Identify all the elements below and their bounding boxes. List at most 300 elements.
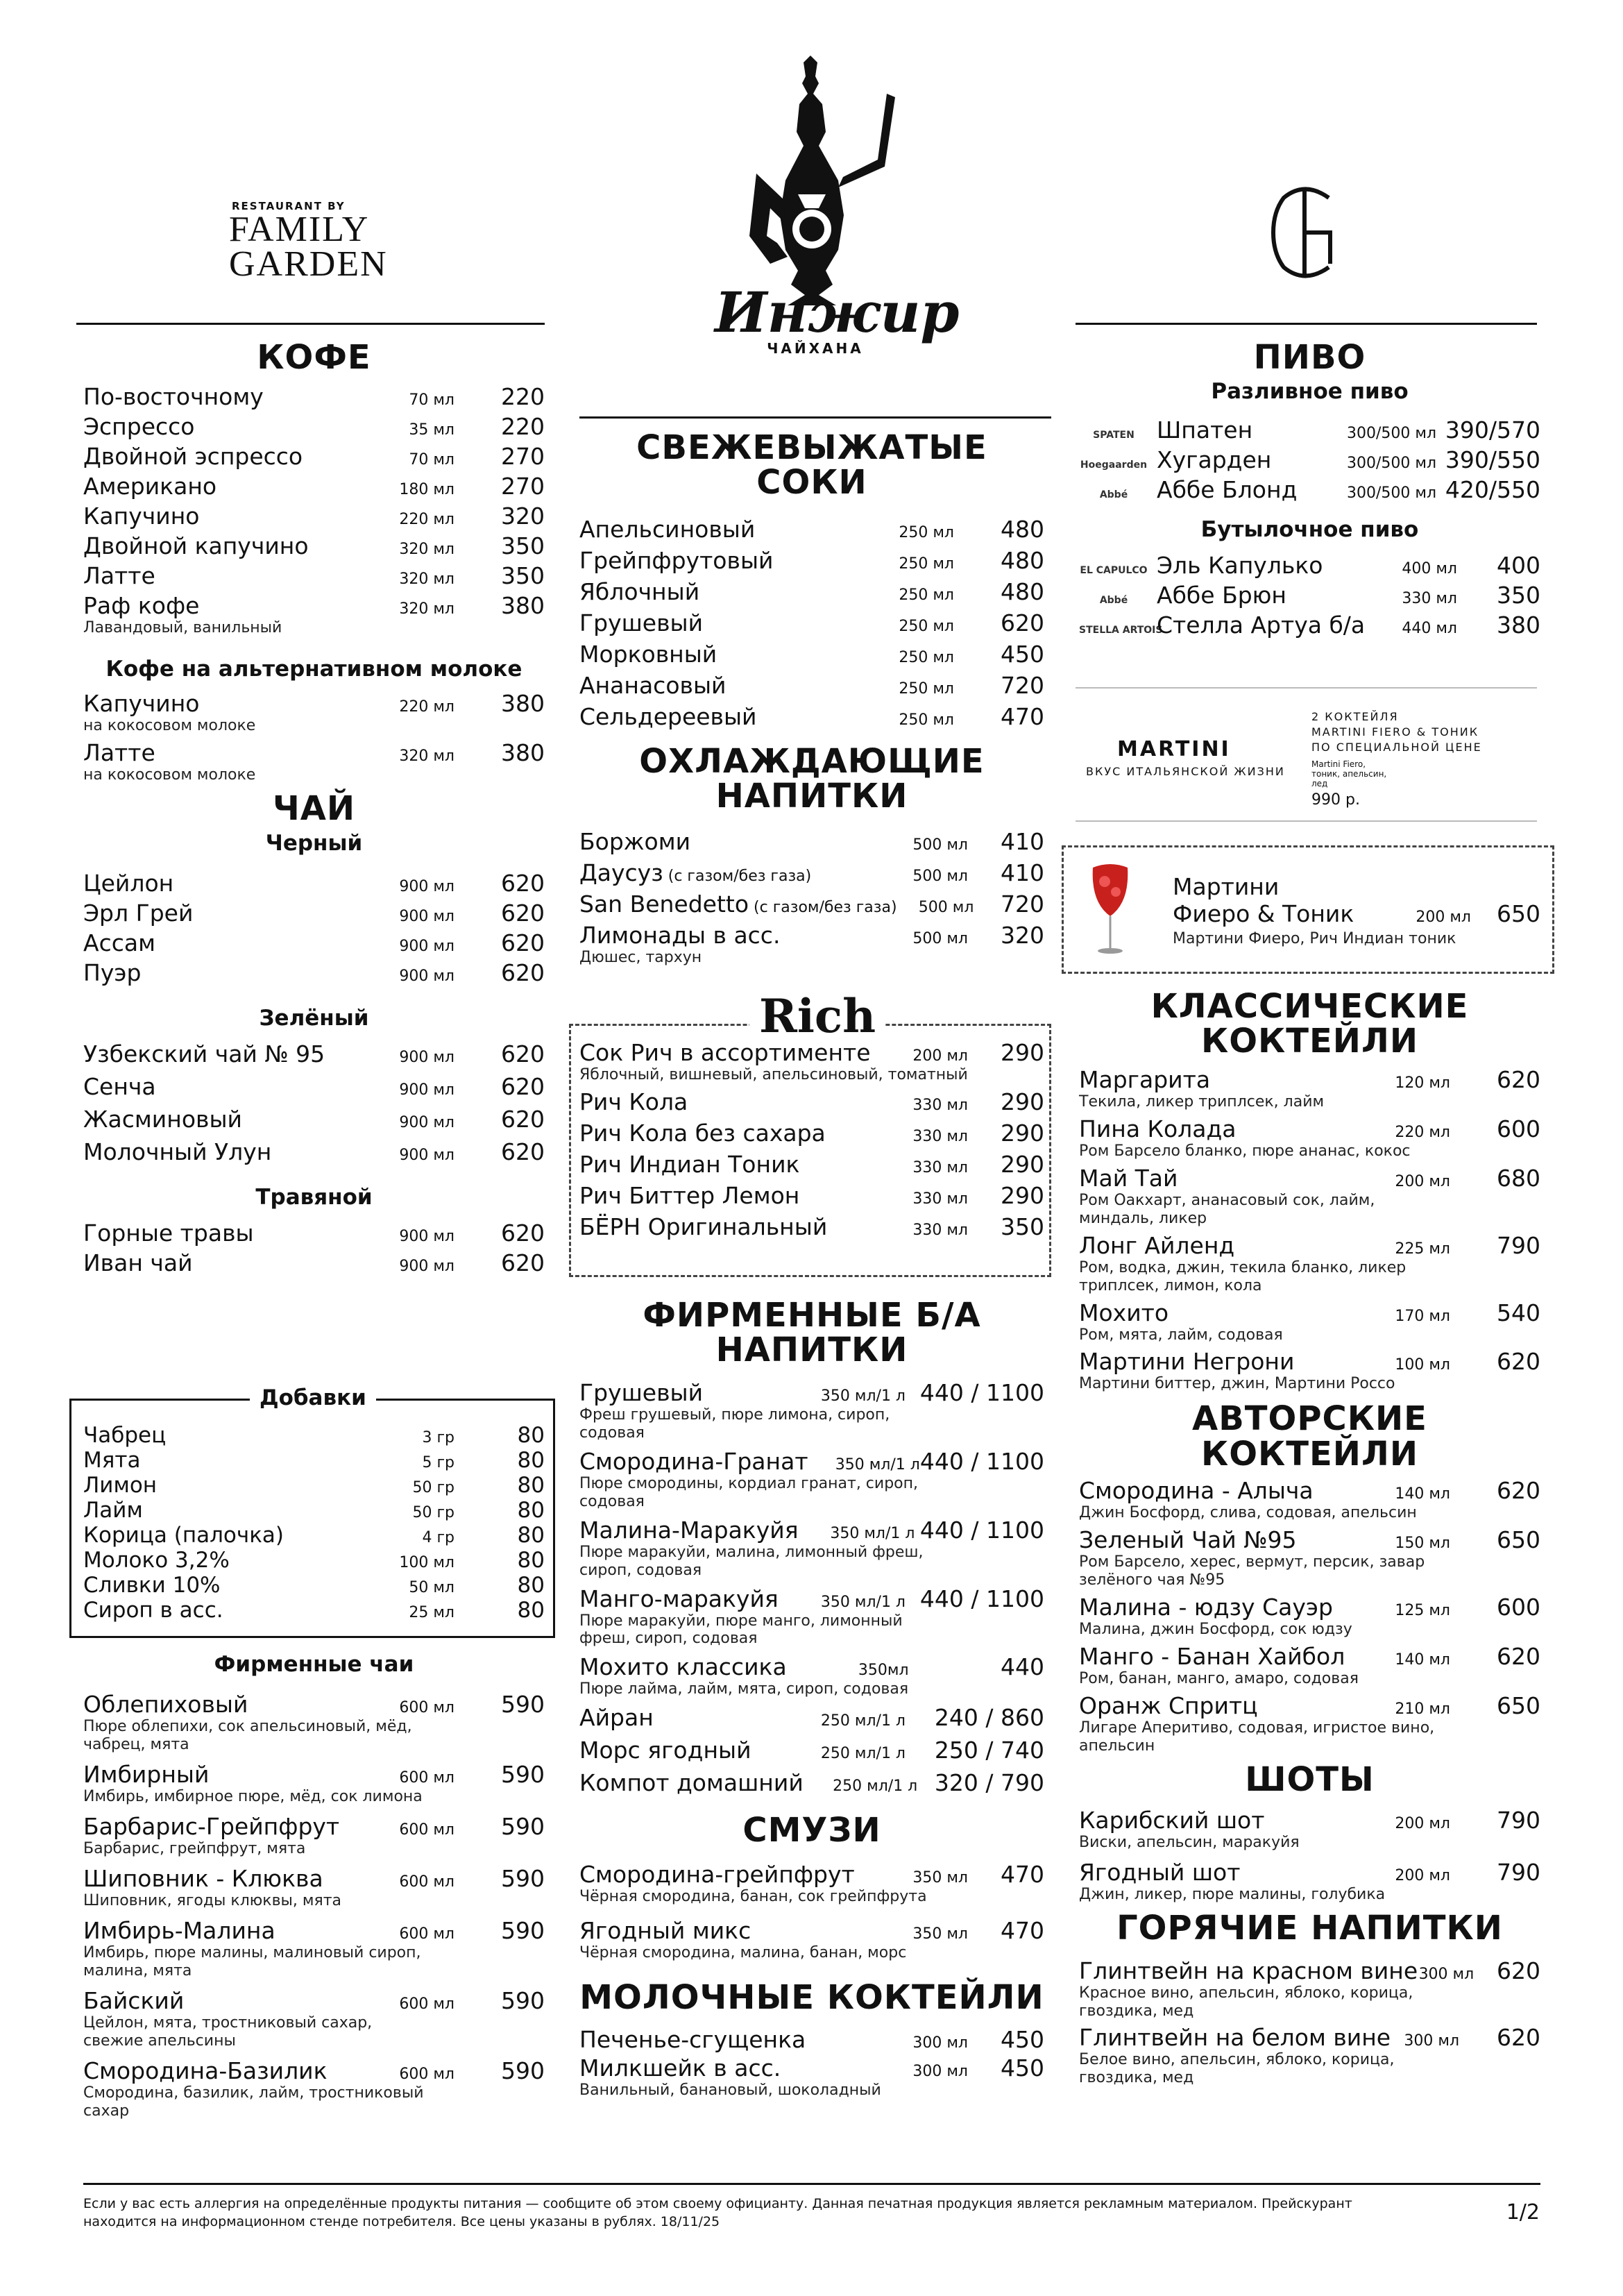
item-name: Корица (палочка) bbox=[83, 1523, 284, 1548]
item-volume: 5 гр bbox=[422, 1454, 454, 1471]
menu-item bbox=[579, 1517, 1044, 1580]
item-description: Цейлон, мята, тростниковый сахар, свежие апельсины bbox=[83, 2014, 373, 2050]
item-name: Молоко 3,2% bbox=[83, 1548, 230, 1573]
item-price: 650 bbox=[1497, 1526, 1540, 1554]
item-name: Глинтвейн на красном вине bbox=[1079, 1957, 1418, 1984]
menu-item bbox=[83, 1040, 545, 1067]
item-price: 620 bbox=[501, 1040, 545, 1067]
item-name: Морс ягодный bbox=[579, 1737, 751, 1764]
menu-item bbox=[83, 1498, 545, 1523]
item-name: Смородина - Алыча bbox=[1079, 1477, 1314, 1505]
item-name: Аббе Блонд bbox=[1157, 476, 1298, 504]
item-name: Даусуз (с газом/без газа) bbox=[579, 859, 812, 886]
item-description: Барбарис, грейпфрут, мята bbox=[83, 1839, 306, 1857]
item-volume: 600 мл bbox=[399, 1995, 454, 2013]
martini-brand: MARTINI bbox=[1117, 737, 1231, 761]
item-price: 470 bbox=[1001, 1860, 1044, 1888]
menu-item bbox=[579, 859, 1044, 886]
item-volume: 170 мл bbox=[1395, 1307, 1450, 1325]
item-price: 620 bbox=[1497, 1348, 1540, 1376]
item-name: Печенье-сгущенка bbox=[579, 2026, 806, 2054]
menu-item bbox=[83, 1548, 545, 1573]
item-price: 290 bbox=[1001, 1150, 1044, 1178]
item-volume: 600 мл bbox=[399, 1699, 454, 1716]
item-volume: 250 мл bbox=[899, 617, 954, 635]
item-price: 220 bbox=[501, 413, 545, 441]
item-price: 250 / 740 bbox=[934, 1737, 1044, 1764]
item-price: 220 bbox=[501, 383, 545, 411]
menu-item bbox=[1079, 1115, 1540, 1160]
item-price: 470 bbox=[1001, 702, 1044, 730]
menu-item bbox=[579, 828, 1044, 855]
item-price: 790 bbox=[1497, 1807, 1540, 1834]
item-price: 410 bbox=[1001, 827, 1044, 855]
divider bbox=[1076, 687, 1537, 689]
item-price: 590 bbox=[501, 1916, 545, 1944]
item-price: 440 / 1100 bbox=[919, 1516, 1044, 1544]
family-garden-logo: RESTAURANT BY FAMILY GARDEN bbox=[229, 200, 388, 284]
item-volume: 150 мл bbox=[1395, 1535, 1450, 1553]
section-title-juice: СВЕЖЕВЫЖАТЫЕ СОКИ bbox=[636, 428, 987, 503]
item-name: Американо bbox=[83, 473, 217, 500]
item-volume: 350 мл bbox=[912, 1868, 968, 1886]
item-volume: 320 мл bbox=[399, 600, 454, 618]
item-name: БЁРН Оригинальный bbox=[579, 1213, 828, 1240]
martini-promo-text bbox=[1311, 709, 1482, 808]
item-volume: 70 мл bbox=[409, 451, 454, 469]
item-volume: 350 мл/1 л bbox=[820, 1387, 906, 1405]
item-description: Пюре маракуйи, пюре манго, лимонный фреш, сироп, содовая bbox=[579, 1612, 903, 1648]
item-volume: 320 мл bbox=[399, 541, 454, 559]
menu-item bbox=[579, 1653, 1044, 1698]
section-title-hot: ГОРЯЧИЕ НАПИТКИ bbox=[1116, 1909, 1503, 1948]
item-description: Мартини биттер, джин, Мартини Россо bbox=[1079, 1375, 1395, 1393]
menu-item bbox=[83, 1448, 545, 1473]
item-name: Мята bbox=[83, 1448, 141, 1473]
item-name: Рич Кола bbox=[579, 1088, 688, 1115]
item-description: Белое вино, апельсин, яблоко, корица, гвоздика, мед bbox=[1079, 2051, 1395, 2087]
item-volume: 350 мл/1 л bbox=[820, 1593, 906, 1611]
item-price: 620 bbox=[501, 899, 545, 927]
item-price: 620 bbox=[1497, 2024, 1540, 2052]
item-name: Ягодный шот bbox=[1079, 1859, 1241, 1886]
item-description: Пюре облепихи, сок апельсиновый, мёд, чабрец, мята bbox=[83, 1718, 412, 1753]
item-volume: 300 мл bbox=[912, 2034, 968, 2052]
signature-tea bbox=[83, 1652, 545, 2127]
item-name: Шиповник - Клюква bbox=[83, 1864, 323, 1892]
item-volume: 70 мл bbox=[409, 391, 454, 410]
menu-item bbox=[83, 503, 545, 530]
item-name: Смородина-Базилик bbox=[83, 2057, 328, 2084]
item-description: Мартини Фиеро, Рич Индиан тоник bbox=[1173, 930, 1456, 947]
section-title-signature-na-1: ФИРМЕННЫЕ Б/А bbox=[643, 1296, 981, 1335]
item-price: 80 bbox=[517, 1548, 545, 1573]
item-description: Ром, банан, манго, амаро, содовая bbox=[1079, 1670, 1359, 1687]
menu-item bbox=[1079, 1859, 1540, 1904]
menu-item bbox=[579, 1585, 1044, 1648]
item-price: 80 bbox=[517, 1598, 545, 1623]
item-price: 620 bbox=[501, 1105, 545, 1133]
item-description: Лавандовый, ванильный bbox=[83, 619, 282, 637]
item-price: 380 bbox=[501, 690, 545, 718]
item-description: Чёрная смородина, малина, банан, морс bbox=[579, 1943, 907, 1961]
item-volume: 600 мл bbox=[399, 1821, 454, 1839]
item-name: Мартини Негрони bbox=[1079, 1348, 1295, 1376]
item-price: 80 bbox=[517, 1498, 545, 1523]
item-volume: 120 мл bbox=[1395, 1074, 1450, 1092]
item-description: Джин Босфорд, слива, содовая, апельсин bbox=[1079, 1504, 1417, 1522]
item-price: 400 bbox=[1497, 552, 1540, 580]
item-volume: 250 мл/1 л bbox=[820, 1712, 906, 1730]
menu-item bbox=[579, 1088, 1044, 1115]
item-volume: 3 гр bbox=[422, 1429, 454, 1446]
menu-item bbox=[83, 413, 545, 440]
menu-item bbox=[579, 1379, 1044, 1442]
item-price: 470 bbox=[1001, 1916, 1044, 1944]
menu-item bbox=[83, 562, 545, 589]
item-name: Байский bbox=[83, 1986, 185, 2014]
item-price: 620 bbox=[501, 1072, 545, 1100]
section-subtitle-green: Зелёный bbox=[259, 1005, 369, 1031]
menu-item bbox=[83, 1219, 545, 1247]
item-name: Лимонады в асс. bbox=[579, 921, 781, 949]
item-name: Милкшейк в асс. bbox=[579, 2054, 781, 2082]
menu-item bbox=[579, 1861, 1044, 1906]
item-name: Сенча bbox=[83, 1072, 156, 1100]
section-title-smoothie: СМУЗИ bbox=[742, 1811, 881, 1850]
item-price: 620 bbox=[1001, 609, 1044, 636]
item-price: 620 bbox=[1496, 1957, 1540, 1984]
item-volume: 500 мл bbox=[912, 836, 968, 854]
item-volume: 200 мл bbox=[1395, 1867, 1450, 1885]
item-price: 590 bbox=[501, 1812, 545, 1840]
item-volume: 100 мл bbox=[399, 1554, 454, 1571]
item-price: 80 bbox=[517, 1448, 545, 1473]
item-volume: 100 мл bbox=[1395, 1356, 1450, 1374]
menu-item bbox=[83, 1761, 545, 1806]
item-volume: 330 мл bbox=[912, 1190, 968, 1208]
item-description: Смородина, базилик, лайм, тростниковый сахар bbox=[83, 2084, 424, 2120]
column-right-lower bbox=[1079, 989, 1540, 2091]
item-description: Ром Оакхарт, ананасовый сок, лайм, миндаль, ликер bbox=[1079, 1191, 1375, 1227]
item-name: Грушевый bbox=[579, 1378, 704, 1406]
divider bbox=[1076, 820, 1537, 822]
item-name: Узбекский чай № 95 bbox=[83, 1040, 325, 1067]
item-volume: 250 мл/1 л bbox=[833, 1778, 918, 1796]
section-title-cool-1: ОХЛАЖДАЮЩИЕ bbox=[639, 741, 985, 781]
addons-title: Добавки bbox=[250, 1385, 376, 1410]
item-volume: 200 мл bbox=[1395, 1172, 1450, 1190]
item-price: 420/550 bbox=[1445, 476, 1540, 504]
addons-list bbox=[83, 1423, 545, 1623]
item-volume: 50 гр bbox=[412, 1479, 454, 1496]
item-volume: 180 мл bbox=[399, 481, 454, 499]
item-description: на кокосовом молоке bbox=[83, 766, 256, 784]
item-volume: 250 мл bbox=[899, 555, 954, 573]
menu-item bbox=[579, 922, 1044, 967]
menu-item bbox=[579, 516, 1044, 543]
divider bbox=[579, 416, 1051, 419]
item-name: Манго - Банан Хайбол bbox=[1079, 1643, 1345, 1670]
menu-item bbox=[1079, 582, 1540, 609]
brand-logo-icon: EL CAPULCO bbox=[1080, 565, 1148, 577]
item-volume: 250 мл bbox=[899, 711, 954, 729]
item-name: Маргарита bbox=[1079, 1065, 1211, 1093]
section-subtitle-alt-milk: Кофе на альтернативном молоке bbox=[105, 657, 522, 682]
item-description: Ванильный, банановый, шоколадный bbox=[579, 2082, 881, 2100]
item-name: Цейлон bbox=[83, 869, 174, 897]
item-volume: 220 мл bbox=[399, 511, 454, 529]
item-name: Апельсиновый bbox=[579, 515, 756, 543]
brand-logo-icon: Abbé bbox=[1099, 489, 1128, 501]
item-volume: 320 мл bbox=[399, 748, 454, 766]
menu-item bbox=[83, 532, 545, 559]
menu-item bbox=[83, 1473, 545, 1498]
item-name: Мохито классика bbox=[579, 1653, 787, 1681]
item-price: 240 / 860 bbox=[934, 1704, 1044, 1732]
menu-item bbox=[83, 1691, 545, 1754]
divider bbox=[1076, 323, 1537, 325]
section-title-milkshake: МОЛОЧНЫЕ КОКТЕЙЛИ bbox=[579, 1977, 1044, 2017]
menu-item bbox=[579, 1704, 1044, 1731]
menu-item bbox=[1079, 446, 1540, 473]
item-name: Пина Колада bbox=[1079, 1115, 1237, 1142]
menu-item bbox=[579, 1917, 1044, 1962]
item-description: Пюре лайма, лайм, мята, сироп, содовая bbox=[579, 1680, 909, 1698]
menu-item bbox=[83, 900, 545, 927]
item-name: Май Тай bbox=[1079, 1164, 1178, 1192]
section-subtitle-bottle: Бутылочное пиво bbox=[1200, 517, 1419, 543]
item-price: 590 bbox=[501, 1760, 545, 1788]
item-description: Лигаре Аперитиво, содовая, игристое вино, апельсин bbox=[1079, 1719, 1435, 1755]
menu-item bbox=[1079, 1526, 1540, 1589]
item-name: Фиеро & Тоник bbox=[1173, 900, 1354, 927]
section-subtitle-signature-tea: Фирменные чаи bbox=[214, 1652, 414, 1677]
item-price: 440 / 1100 bbox=[919, 1447, 1044, 1475]
section-title-signature-na-2: НАПИТКИ bbox=[715, 1331, 908, 1370]
item-price: 620 bbox=[501, 1249, 545, 1276]
item-price: 440 / 1100 bbox=[919, 1585, 1044, 1612]
section-title-beer: ПИВО bbox=[1253, 338, 1366, 377]
item-price: 350 bbox=[1497, 582, 1540, 609]
item-name: Лайм bbox=[83, 1498, 143, 1523]
item-price: 650 bbox=[1497, 900, 1540, 927]
item-volume: 300 мл bbox=[912, 2063, 968, 2081]
item-description: Виски, апельсин, маракуйя bbox=[1079, 1834, 1300, 1852]
item-price: 380 bbox=[501, 592, 545, 620]
item-price: 590 bbox=[501, 2057, 545, 2084]
section-title-author-1: АВТОРСКИЕ bbox=[1192, 1399, 1427, 1439]
menu-item bbox=[579, 1448, 1044, 1511]
item-price: 620 bbox=[501, 869, 545, 897]
item-price: 80 bbox=[517, 1473, 545, 1498]
section-title-classic-1: КЛАССИЧЕСКИЕ bbox=[1150, 987, 1469, 1026]
item-price: 350 bbox=[501, 562, 545, 590]
item-name: Грейпфрутовый bbox=[579, 546, 774, 574]
item-volume: 140 мл bbox=[1395, 1651, 1450, 1669]
menu-item bbox=[1079, 1165, 1540, 1228]
item-volume: 900 мл bbox=[399, 967, 454, 985]
item-price: 620 bbox=[501, 929, 545, 956]
item-volume: 140 мл bbox=[1395, 1485, 1450, 1503]
item-price: 350 bbox=[1001, 1213, 1044, 1240]
item-price: 680 bbox=[1497, 1164, 1540, 1192]
item-price: 620 bbox=[1497, 1643, 1540, 1670]
menu-item bbox=[1079, 1643, 1540, 1688]
item-name: Имбирный bbox=[83, 1760, 210, 1788]
item-name: Стелла Артуа б/а bbox=[1157, 611, 1366, 639]
item-volume: 50 мл bbox=[409, 1579, 454, 1596]
item-description: Шиповник, ягоды клюквы, мята bbox=[83, 1891, 342, 1909]
menu-item bbox=[1079, 1594, 1540, 1639]
item-price: 720 bbox=[1001, 890, 1044, 918]
menu-item bbox=[83, 443, 545, 470]
item-name: Смородина-грейпфрут bbox=[579, 1860, 855, 1888]
item-name: Латте bbox=[83, 739, 155, 767]
item-volume: 125 мл bbox=[1395, 1602, 1450, 1620]
item-name: Латте bbox=[83, 562, 155, 590]
item-volume: 330 мл bbox=[912, 1096, 968, 1114]
item-price: 320 bbox=[1001, 921, 1044, 949]
item-name: Рич Кола без сахара bbox=[579, 1119, 826, 1147]
item-price: 390/570 bbox=[1445, 416, 1540, 444]
menu-item bbox=[579, 578, 1044, 605]
column-middle bbox=[579, 430, 1044, 971]
menu-item bbox=[1079, 1692, 1540, 1755]
footer-text: Если у вас есть аллергия на определённые продукты питания — сообщите об этом своему официанту. Данная печатная продукция является рекламным материалом. Прейскурант находится на информационном стенде потребителя. Все цены указаны в рублях. 18/11/25 bbox=[83, 2196, 1352, 2229]
menu-item bbox=[579, 609, 1044, 636]
item-description: Текила, ликер триплсек, лайм bbox=[1079, 1092, 1325, 1111]
item-price: 80 bbox=[517, 1523, 545, 1548]
item-name: Облепиховый bbox=[83, 1691, 248, 1718]
item-name: Карибский шот bbox=[1079, 1807, 1265, 1834]
item-price: 440 bbox=[1001, 1653, 1044, 1681]
menu-item bbox=[579, 641, 1044, 668]
item-description: Ром, мята, лайм, содовая bbox=[1079, 1326, 1283, 1344]
menu-item bbox=[83, 870, 545, 897]
martini-promo-price: 990 р. bbox=[1311, 791, 1360, 809]
item-volume: 25 мл bbox=[409, 1604, 454, 1621]
menu-item bbox=[579, 1769, 1044, 1796]
menu-item bbox=[579, 2054, 1044, 2100]
column-left bbox=[83, 340, 545, 1279]
menu-item bbox=[83, 1138, 545, 1165]
item-name: По-восточному bbox=[83, 383, 264, 411]
item-description: Чёрная смородина, банан, сок грейпфрута bbox=[579, 1887, 927, 1905]
menu-item bbox=[83, 2057, 545, 2120]
martini-brand-sub: ВКУС ИТАЛЬЯНСКОЙ ЖИЗНИ bbox=[1086, 765, 1285, 778]
item-volume: 900 мл bbox=[399, 1257, 454, 1275]
item-name: Капучино bbox=[83, 503, 200, 530]
menu-item bbox=[1079, 1477, 1540, 1522]
item-name: Рич Биттер Лемон bbox=[579, 1181, 800, 1209]
menu-item bbox=[83, 1573, 545, 1598]
item-description: Ром Барсело, херес, вермут, персик, завар зелёного чая №95 bbox=[1079, 1553, 1425, 1589]
item-name: Смородина-Гранат bbox=[579, 1447, 808, 1475]
item-price: 410 bbox=[1001, 859, 1044, 886]
menu-item bbox=[1079, 1299, 1540, 1344]
item-description: Фреш грушевый, пюре лимона, сироп, содовая bbox=[579, 1406, 890, 1442]
item-name: Боржоми bbox=[579, 827, 691, 855]
item-description: на кокосовом молоке bbox=[83, 717, 256, 735]
item-description: Красное вино, апельсин, яблоко, корица, гвоздика, мед bbox=[1079, 1984, 1413, 2020]
item-name: Сельдереевый bbox=[579, 702, 757, 730]
item-volume: 200 мл bbox=[1416, 909, 1471, 926]
martini-box-content bbox=[1173, 873, 1540, 948]
item-volume: 250 мл bbox=[899, 586, 954, 604]
item-description: Малина, джин Босфорд, сок юдзу bbox=[1079, 1621, 1352, 1639]
item-name: Малина-Маракуйя bbox=[579, 1516, 799, 1544]
rich-list bbox=[579, 1039, 1044, 1244]
menu-item bbox=[83, 1598, 545, 1623]
item-volume: 35 мл bbox=[409, 421, 454, 439]
item-name: Эль Капулько bbox=[1157, 552, 1323, 580]
item-volume: 350мл bbox=[858, 1662, 909, 1680]
item-volume: 900 мл bbox=[399, 1081, 454, 1099]
martini-promo bbox=[1076, 694, 1540, 809]
menu-item bbox=[1079, 1066, 1540, 1111]
section-title-classic-2: КОКТЕЙЛИ bbox=[1200, 1022, 1418, 1061]
item-price: 790 bbox=[1497, 1859, 1540, 1886]
divider bbox=[76, 323, 545, 325]
menu-item bbox=[83, 592, 545, 637]
item-volume: 200 мл bbox=[912, 1047, 968, 1065]
item-price: 540 bbox=[1497, 1299, 1540, 1326]
item-price: 720 bbox=[1001, 671, 1044, 699]
item-volume: 250 мл bbox=[899, 523, 954, 541]
item-name: Манго-маракуйя bbox=[579, 1585, 779, 1612]
section-title-coffee: КОФЕ bbox=[257, 338, 371, 377]
brand-logo-icon: STELLA ARTOIS bbox=[1079, 625, 1163, 636]
menu-item bbox=[83, 959, 545, 986]
item-name: Эспрессо bbox=[83, 413, 195, 441]
item-name: Морковный bbox=[579, 640, 717, 668]
item-name: Лимон bbox=[83, 1473, 158, 1498]
section-title-shots: ШОТЫ bbox=[1245, 1759, 1375, 1799]
item-volume: 220 мл bbox=[399, 698, 454, 716]
item-name: Лонг Айленд bbox=[1079, 1231, 1235, 1259]
item-name: Яблочный bbox=[579, 577, 700, 605]
item-price: 600 bbox=[1497, 1115, 1540, 1142]
menu-item bbox=[579, 1737, 1044, 1764]
item-price: 480 bbox=[1001, 577, 1044, 605]
item-name: Горные травы bbox=[83, 1219, 254, 1247]
page-number: 1/2 bbox=[1506, 2200, 1540, 2225]
monogram-logo-icon bbox=[1273, 184, 1336, 281]
menu-item bbox=[1079, 1348, 1540, 1393]
item-name: Сок Рич в ассортименте bbox=[579, 1039, 871, 1066]
item-price: 290 bbox=[1001, 1039, 1044, 1066]
menu-item bbox=[579, 2026, 1044, 2053]
item-price: 320 / 790 bbox=[934, 1769, 1044, 1797]
item-volume: 300 мл bbox=[1418, 1965, 1475, 1983]
menu-item bbox=[1079, 416, 1540, 444]
item-description: Дюшес, тархун bbox=[579, 948, 702, 966]
item-name: Двойной капучино bbox=[83, 532, 309, 560]
item-name: Айран bbox=[579, 1704, 654, 1732]
item-volume: 900 мл bbox=[399, 1048, 454, 1066]
item-price: 590 bbox=[501, 1691, 545, 1718]
item-note: (с газом/без газа) bbox=[749, 898, 897, 916]
item-description: Ром Барсело бланко, пюре ананас, кокос bbox=[1079, 1142, 1411, 1160]
item-name: Чабрец bbox=[83, 1423, 167, 1448]
item-volume: 900 мл bbox=[399, 877, 454, 895]
menu-item bbox=[579, 1120, 1044, 1147]
item-price: 450 bbox=[1001, 2054, 1044, 2082]
item-price: 380 bbox=[1497, 611, 1540, 639]
item-description: Джин, ликер, пюре малины, голубика bbox=[1079, 1886, 1386, 1904]
item-name: Эрл Грей bbox=[83, 899, 194, 927]
